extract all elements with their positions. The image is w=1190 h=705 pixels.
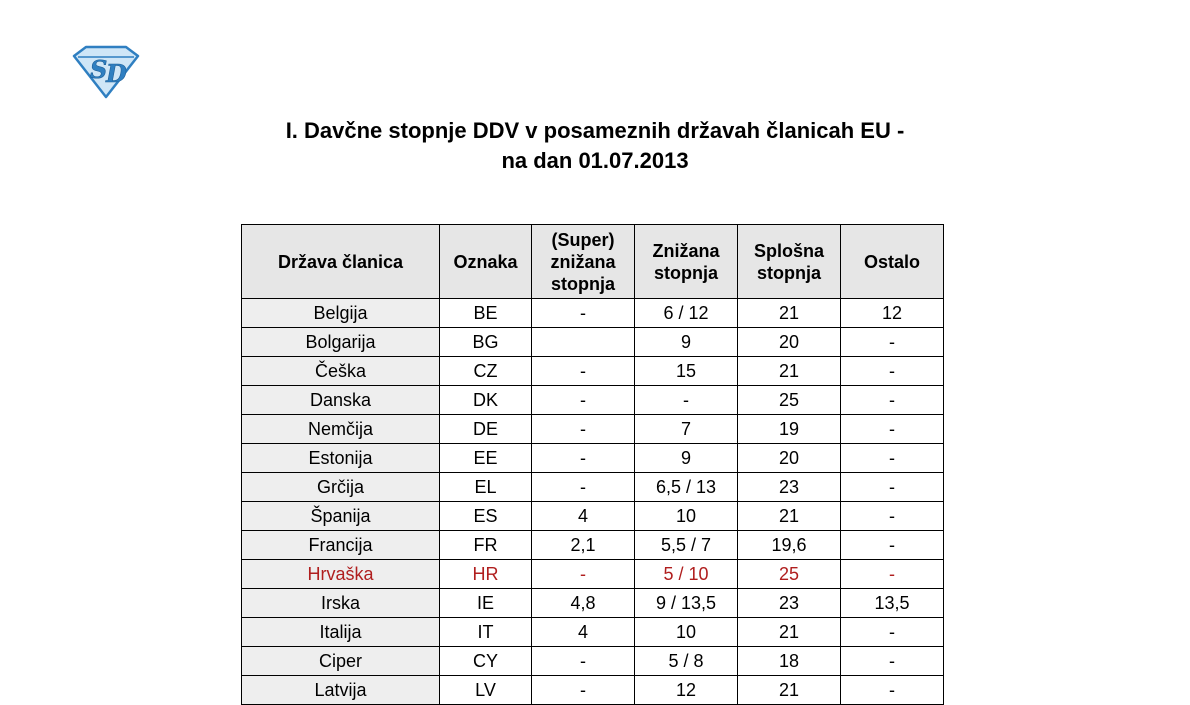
header-label: (Super) znižana stopnja bbox=[550, 229, 616, 294]
cell-code: IE bbox=[440, 589, 532, 618]
table-row bbox=[242, 444, 944, 473]
header-label: Ostalo bbox=[863, 251, 920, 272]
cell-standard-rate: 21 bbox=[738, 676, 841, 705]
cell-country: Italija bbox=[242, 618, 440, 647]
cell-reduced-rate: 7 bbox=[635, 415, 738, 444]
cell-standard-rate: 23 bbox=[738, 473, 841, 502]
table-row bbox=[242, 560, 944, 589]
header-label: Splošna stopnja bbox=[753, 240, 824, 283]
table-row bbox=[242, 647, 944, 676]
cell-other-rate: 13,5 bbox=[841, 589, 944, 618]
cell-code: EL bbox=[440, 473, 532, 502]
cell-country: Francija bbox=[242, 531, 440, 560]
cell-super-reduced-rate: - bbox=[532, 676, 635, 705]
table-row bbox=[242, 589, 944, 618]
cell-code: BE bbox=[440, 299, 532, 328]
cell-other-rate: 12 bbox=[841, 299, 944, 328]
cell-code: LV bbox=[440, 676, 532, 705]
cell-code: DK bbox=[440, 386, 532, 415]
table-row bbox=[242, 299, 944, 328]
cell-code: FR bbox=[440, 531, 532, 560]
cell-country: Latvija bbox=[242, 676, 440, 705]
cell-other-rate: - bbox=[841, 357, 944, 386]
cell-other-rate: - bbox=[841, 676, 944, 705]
cell-country: Hrvaška bbox=[242, 560, 440, 589]
cell-country: Irska bbox=[242, 589, 440, 618]
cell-standard-rate: 25 bbox=[738, 386, 841, 415]
cell-standard-rate: 25 bbox=[738, 560, 841, 589]
cell-standard-rate: 23 bbox=[738, 589, 841, 618]
title-line-1: I. Davčne stopnje DDV v posameznih državah članicah EU - bbox=[285, 118, 905, 143]
cell-code: DE bbox=[440, 415, 532, 444]
cell-super-reduced-rate: - bbox=[532, 647, 635, 676]
cell-country: Nemčija bbox=[242, 415, 440, 444]
cell-code: IT bbox=[440, 618, 532, 647]
cell-reduced-rate: 9 bbox=[635, 328, 738, 357]
table-row bbox=[242, 473, 944, 502]
page-title bbox=[0, 116, 1190, 176]
cell-standard-rate: 21 bbox=[738, 299, 841, 328]
cell-reduced-rate: - bbox=[635, 386, 738, 415]
cell-super-reduced-rate: - bbox=[532, 560, 635, 589]
cell-standard-rate: 20 bbox=[738, 444, 841, 473]
cell-reduced-rate: 10 bbox=[635, 502, 738, 531]
cell-reduced-rate: 10 bbox=[635, 618, 738, 647]
table-row bbox=[242, 618, 944, 647]
cell-other-rate: - bbox=[841, 444, 944, 473]
cell-reduced-rate: 9 / 13,5 bbox=[635, 589, 738, 618]
cell-other-rate: - bbox=[841, 502, 944, 531]
svg-text:D: D bbox=[106, 59, 127, 88]
cell-other-rate: - bbox=[841, 647, 944, 676]
cell-country: Grčija bbox=[242, 473, 440, 502]
cell-other-rate: - bbox=[841, 531, 944, 560]
cell-super-reduced-rate: - bbox=[532, 415, 635, 444]
header-label: Znižana stopnja bbox=[652, 240, 720, 283]
cell-super-reduced-rate: - bbox=[532, 386, 635, 415]
header-label: Oznaka bbox=[453, 251, 518, 272]
cell-reduced-rate: 6 / 12 bbox=[635, 299, 738, 328]
title-line-2: na dan 01.07.2013 bbox=[501, 148, 689, 173]
cell-standard-rate: 20 bbox=[738, 328, 841, 357]
cell-country: Češka bbox=[242, 357, 440, 386]
table-row bbox=[242, 676, 944, 705]
column-header-code bbox=[440, 225, 532, 299]
cell-other-rate: - bbox=[841, 473, 944, 502]
table-body bbox=[242, 299, 944, 705]
table-row bbox=[242, 328, 944, 357]
cell-code: HR bbox=[440, 560, 532, 589]
cell-standard-rate: 19 bbox=[738, 415, 841, 444]
cell-super-reduced-rate: - bbox=[532, 473, 635, 502]
cell-country: Španija bbox=[242, 502, 440, 531]
cell-code: ES bbox=[440, 502, 532, 531]
svg-text:S: S bbox=[90, 55, 108, 84]
cell-standard-rate: 21 bbox=[738, 357, 841, 386]
cell-other-rate: - bbox=[841, 386, 944, 415]
cell-code: BG bbox=[440, 328, 532, 357]
table-row bbox=[242, 415, 944, 444]
cell-reduced-rate: 5 / 8 bbox=[635, 647, 738, 676]
cell-super-reduced-rate: 4 bbox=[532, 502, 635, 531]
cell-reduced-rate: 5,5 / 7 bbox=[635, 531, 738, 560]
header-label: Država članica bbox=[277, 251, 404, 272]
column-header-super-reduced bbox=[532, 225, 635, 299]
cell-code: CY bbox=[440, 647, 532, 676]
table-row bbox=[242, 357, 944, 386]
cell-other-rate: - bbox=[841, 618, 944, 647]
cell-other-rate: - bbox=[841, 415, 944, 444]
column-header-standard bbox=[738, 225, 841, 299]
cell-country: Belgija bbox=[242, 299, 440, 328]
column-header-other bbox=[841, 225, 944, 299]
sd-shield-logo-icon bbox=[70, 44, 142, 100]
cell-other-rate: - bbox=[841, 328, 944, 357]
table-row bbox=[242, 386, 944, 415]
cell-super-reduced-rate: 4 bbox=[532, 618, 635, 647]
cell-standard-rate: 21 bbox=[738, 618, 841, 647]
cell-code: CZ bbox=[440, 357, 532, 386]
column-header-reduced bbox=[635, 225, 738, 299]
cell-super-reduced-rate bbox=[532, 328, 635, 357]
cell-standard-rate: 18 bbox=[738, 647, 841, 676]
cell-reduced-rate: 9 bbox=[635, 444, 738, 473]
cell-super-reduced-rate: - bbox=[532, 357, 635, 386]
cell-reduced-rate: 12 bbox=[635, 676, 738, 705]
cell-country: Estonija bbox=[242, 444, 440, 473]
table-row bbox=[242, 531, 944, 560]
cell-super-reduced-rate: - bbox=[532, 444, 635, 473]
cell-country: Danska bbox=[242, 386, 440, 415]
cell-reduced-rate: 6,5 / 13 bbox=[635, 473, 738, 502]
cell-super-reduced-rate: 2,1 bbox=[532, 531, 635, 560]
cell-country: Ciper bbox=[242, 647, 440, 676]
cell-reduced-rate: 5 / 10 bbox=[635, 560, 738, 589]
column-header-country bbox=[242, 225, 440, 299]
cell-code: EE bbox=[440, 444, 532, 473]
table-row bbox=[242, 502, 944, 531]
cell-country: Bolgarija bbox=[242, 328, 440, 357]
vat-rates-table bbox=[241, 224, 944, 705]
table-header-row bbox=[242, 225, 944, 299]
cell-other-rate: - bbox=[841, 560, 944, 589]
cell-super-reduced-rate: - bbox=[532, 299, 635, 328]
cell-reduced-rate: 15 bbox=[635, 357, 738, 386]
cell-standard-rate: 21 bbox=[738, 502, 841, 531]
cell-standard-rate: 19,6 bbox=[738, 531, 841, 560]
cell-super-reduced-rate: 4,8 bbox=[532, 589, 635, 618]
